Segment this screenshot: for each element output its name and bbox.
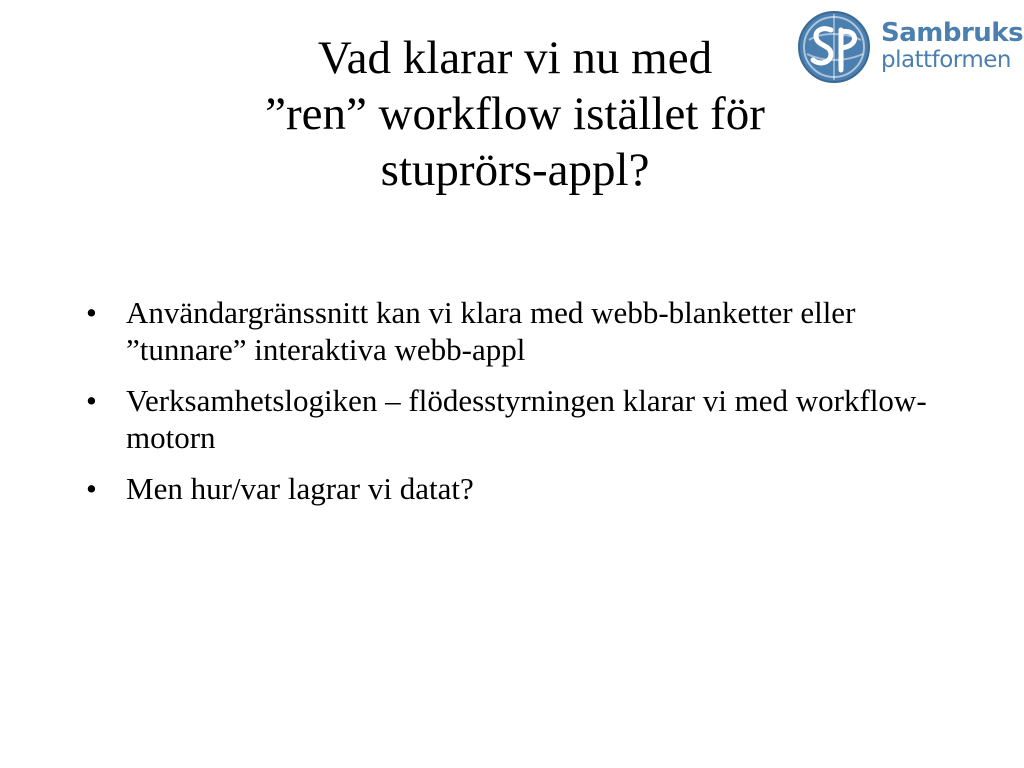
logo-text-plattformen: plattformen xyxy=(881,47,1011,73)
bullet-item xyxy=(84,294,944,368)
bullet-list xyxy=(84,294,944,521)
title-line-3: stuprörs-appl? xyxy=(380,144,650,196)
bullet-text: Användargränssnitt kan vi klara med webb-blanketter eller ”tunnare” interaktiva webb-appl xyxy=(126,295,856,367)
bullet-text: Verksamhetslogiken – flödesstyrningen klarar vi med workflow-motorn xyxy=(126,383,927,455)
bullet-dot-icon: • xyxy=(86,295,97,330)
bullet-text: Men hur/var lagrar vi datat? xyxy=(126,471,474,506)
title-line-2: ”ren” workflow istället för xyxy=(265,88,765,140)
bullet-dot-icon: • xyxy=(86,471,97,506)
bullet-item xyxy=(84,382,944,456)
bullet-dot-icon: • xyxy=(86,383,97,418)
slide-title xyxy=(120,30,910,198)
bullet-item xyxy=(84,470,944,507)
sp-emblem-icon xyxy=(797,10,873,84)
sambruksplattformen-logo xyxy=(797,10,1024,84)
title-line-1: Vad klarar vi nu med xyxy=(317,32,713,84)
logo-text-sambruks: Sambruks xyxy=(881,18,1024,48)
